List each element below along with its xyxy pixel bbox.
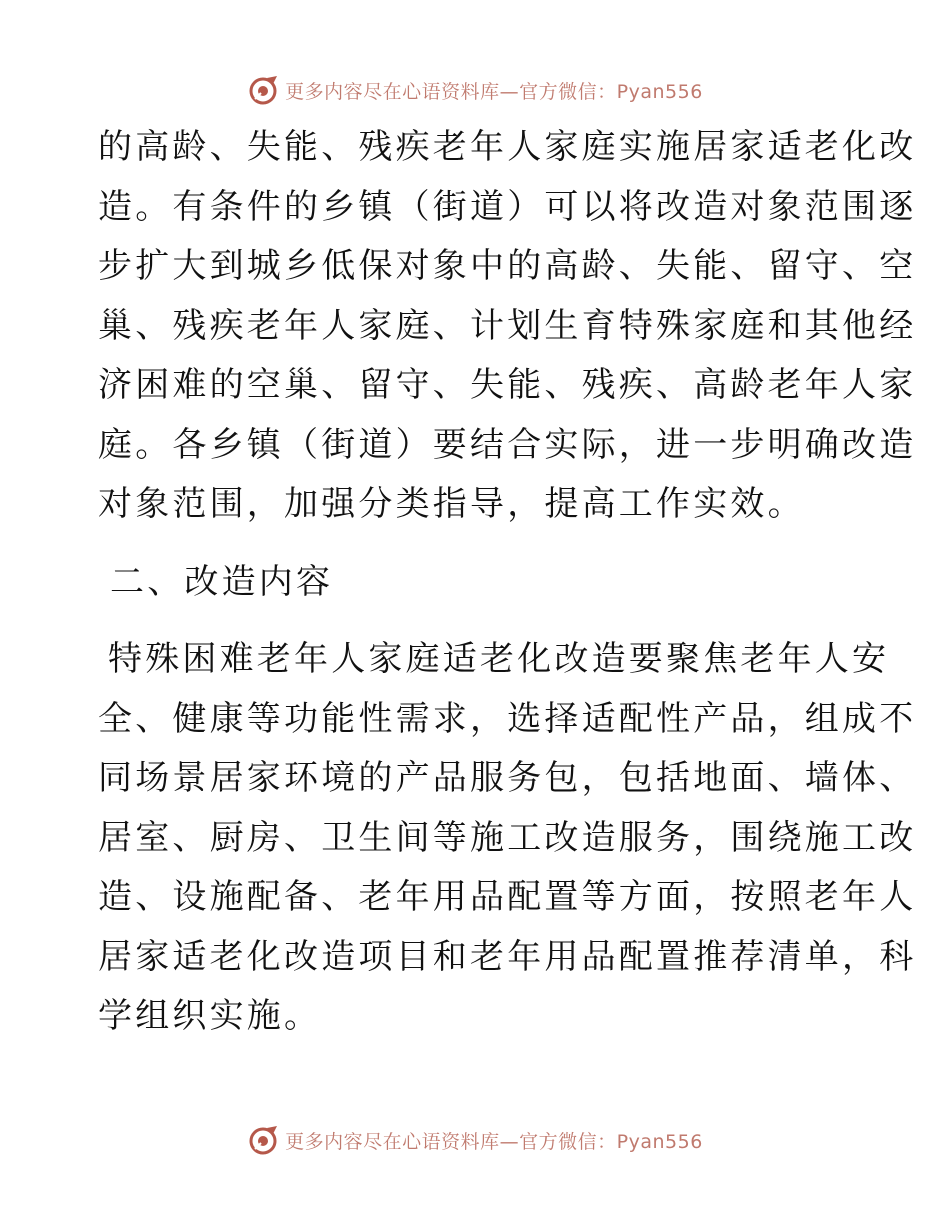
quill-logo-icon [247, 74, 279, 106]
header-banner-text: 更多内容尽在心语资料库—官方微信：Pyan556 [285, 80, 703, 103]
text-line: 造。有条件的乡镇（街道）可以将改造对象范围逐 [98, 186, 917, 227]
text-line: 同场景居家环境的产品服务包，包括地面、墙体、 [98, 758, 917, 798]
text-line: 庭。各乡镇（街道）要结合实际，进一步明确改造 [98, 424, 917, 465]
text-line: 全、健康等功能性需求，选择适配性产品，组成不 [98, 698, 917, 739]
section-heading: 二、改造内容 [110, 561, 334, 602]
paragraph-1 [98, 118, 917, 535]
footer-banner [0, 1120, 950, 1160]
header-banner [0, 70, 950, 110]
text-line: 居家适老化改造项目和老年用品配置推荐清单，科 [98, 936, 917, 977]
text-line: 学组织实施。 [98, 996, 322, 1036]
text-line: 巢、残疾老年人家庭、计划生育特殊家庭和其他经 [98, 305, 917, 346]
text-line: 的高龄、失能、残疾老年人家庭实施居家适老化改 [98, 127, 917, 167]
text-line: 济困难的空巢、留守、失能、残疾、高龄老年人家 [98, 365, 917, 405]
text-line: 特殊困难老年人家庭适老化改造要聚焦老年人安 [108, 639, 890, 679]
text-line: 居室、厨房、卫生间等施工改造服务，围绕施工改 [98, 817, 917, 858]
footer-banner-text: 更多内容尽在心语资料库—官方微信：Pyan556 [285, 1130, 703, 1153]
document-body [98, 118, 917, 1047]
text-line: 步扩大到城乡低保对象中的高龄、失能、留守、空 [98, 246, 917, 286]
text-line: 对象范围，加强分类指导，提高工作实效。 [98, 484, 805, 524]
paragraph-2 [98, 630, 917, 1047]
quill-logo-icon [247, 1124, 279, 1156]
text-line: 造、设施配备、老年用品配置等方面，按照老年人 [98, 877, 917, 917]
